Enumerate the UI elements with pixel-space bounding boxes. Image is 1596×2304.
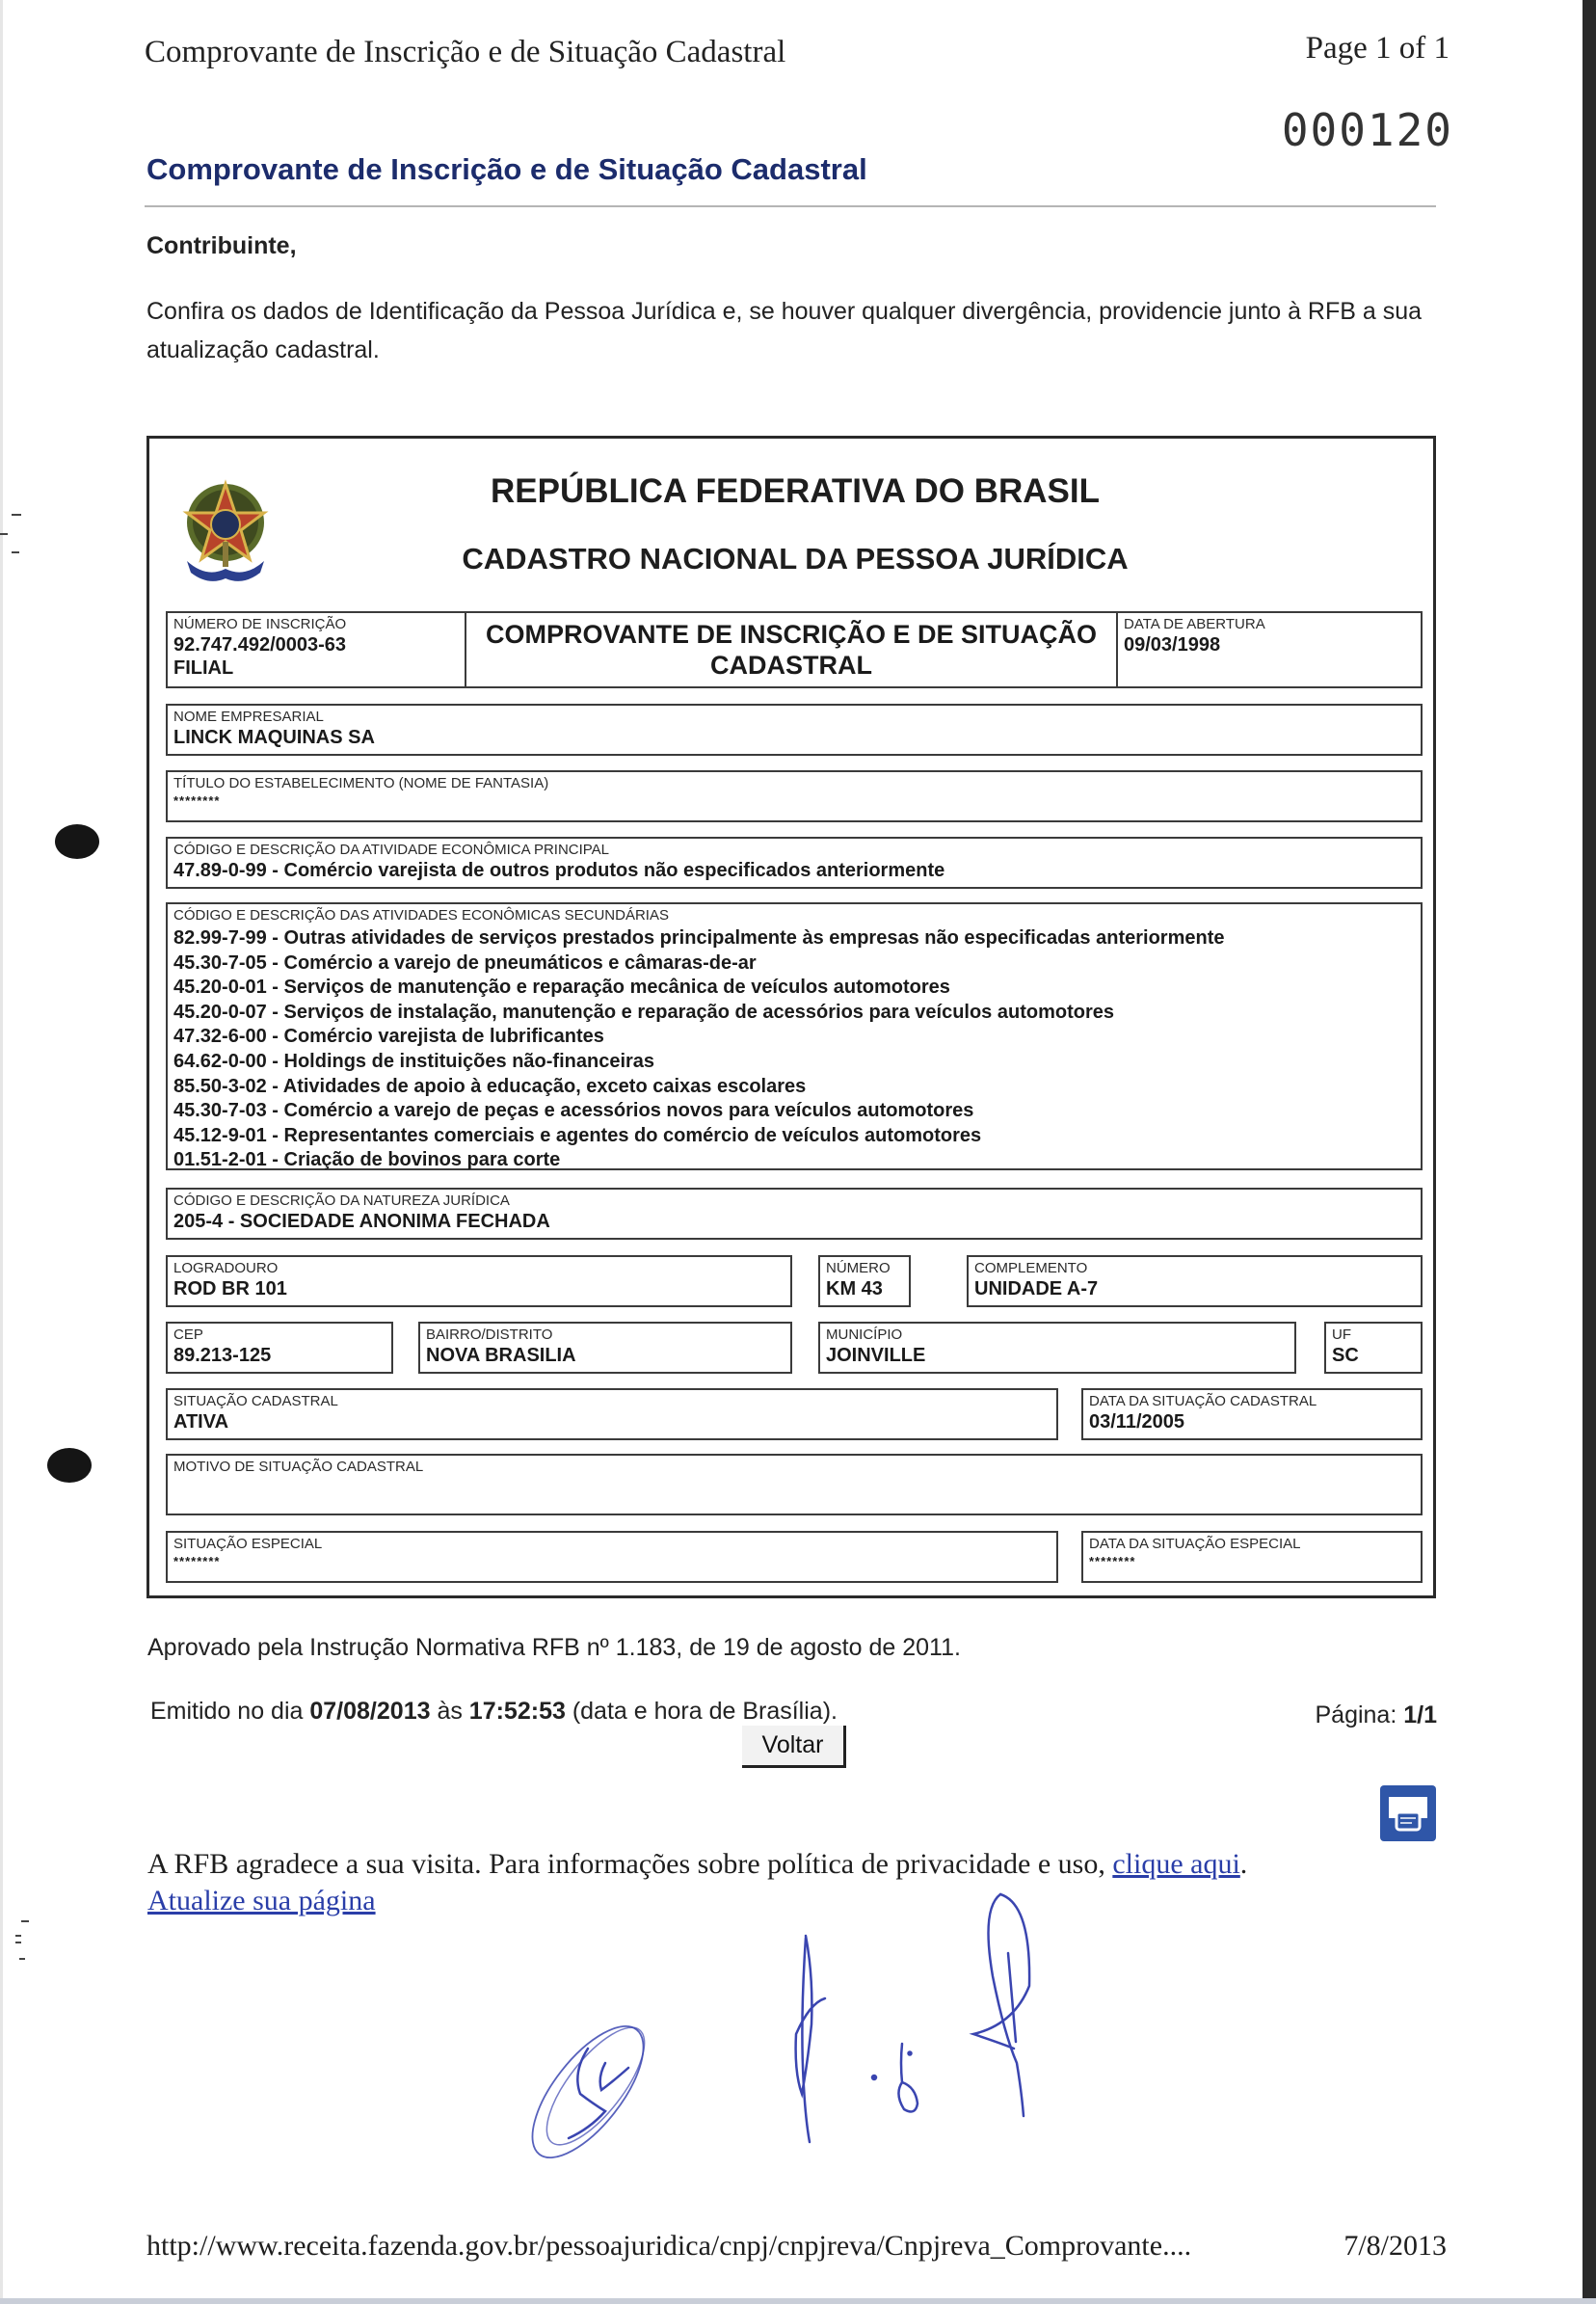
main-activity: 47.89-0-99 - Comércio varejista de outros produtos não especificados anteriormente xyxy=(173,860,945,881)
margin-mark xyxy=(19,1958,25,1960)
company-name-field xyxy=(166,704,1423,756)
complement: UNIDADE A-7 xyxy=(974,1278,1099,1299)
print-footer-url: http://www.receita.fazenda.gov.br/pessoajuridica/cnpj/cnpjreva/Cnpjreva_Comprovante.... xyxy=(146,2230,1192,2262)
scan-edge-right xyxy=(1583,0,1596,2304)
printer-icon[interactable] xyxy=(1380,1785,1436,1841)
intro-text: Confira os dados de Identificação da Pessoa Jurídica e, se houver qualquer divergência, providencie junto à RFB a sua atualização cadastral. xyxy=(146,298,1423,363)
postal-code-field xyxy=(166,1322,393,1374)
status-date-field xyxy=(1081,1388,1423,1440)
list-item: 45.12-9-01 - Representantes comerciais e agentes do comércio de veículos automotores xyxy=(173,1124,982,1146)
greeting: Contribuinte, xyxy=(146,232,297,259)
special-status-field xyxy=(166,1531,1058,1583)
list-item: 82.99-7-99 - Outras atividades de serviços prestados principalmente às empresas não especificadas anteriormente xyxy=(173,927,1225,949)
complement-field xyxy=(967,1255,1423,1307)
registration-status-field xyxy=(166,1388,1058,1440)
special-status: ******** xyxy=(173,1554,221,1568)
field-label: DATA DE ABERTURA xyxy=(1124,616,1265,632)
issued-prefix: Emitido no dia xyxy=(150,1698,310,1725)
street-number: KM 43 xyxy=(826,1278,883,1299)
margin-mark xyxy=(12,551,19,553)
field-label: CEP xyxy=(173,1326,203,1343)
back-button[interactable]: Voltar xyxy=(742,1726,846,1768)
thanks-message: A RFB agradece a sua visita. Para informações sobre política de privacidade e uso, xyxy=(147,1848,1113,1880)
district-field xyxy=(418,1322,792,1374)
list-item: 01.51-2-01 - Criação de bovinos para corte xyxy=(173,1149,561,1171)
list-item: 45.20-0-01 - Serviços de manutenção e reparação mecânica de veículos automotores xyxy=(173,977,950,999)
scan-edge-left xyxy=(0,0,3,2304)
document-title-line2: CADASTRAL xyxy=(710,651,872,680)
margin-mark xyxy=(15,1935,21,1937)
legal-nature-field xyxy=(166,1188,1423,1240)
document-title-field xyxy=(465,611,1118,688)
street-number-field xyxy=(818,1255,911,1307)
list-item: 47.32-6-00 - Comércio varejista de lubrificantes xyxy=(173,1026,604,1048)
district: NOVA BRASILIA xyxy=(426,1345,576,1366)
city-field xyxy=(818,1322,1296,1374)
heading-divider xyxy=(145,205,1436,207)
status-date: 03/11/2005 xyxy=(1089,1411,1184,1433)
republic-title: REPÚBLICA FEDERATIVA DO BRASIL xyxy=(491,472,1100,510)
document-title-line1: COMPROVANTE DE INSCRIÇÃO E DE SITUAÇÃO xyxy=(485,620,1098,649)
margin-mark xyxy=(0,533,8,535)
street: ROD BR 101 xyxy=(173,1278,287,1299)
print-footer-date: 7/8/2013 xyxy=(1343,2230,1447,2262)
special-status-date: ******** xyxy=(1089,1554,1136,1568)
registration-status: ATIVA xyxy=(173,1411,229,1433)
company-name: LINCK MAQUINAS SA xyxy=(173,727,375,748)
status-reason-field xyxy=(166,1454,1423,1515)
privacy-policy-link[interactable]: clique aqui xyxy=(1112,1848,1240,1880)
opening-date-field xyxy=(1116,611,1423,688)
field-label: COMPLEMENTO xyxy=(974,1260,1088,1276)
registry-title: CADASTRO NACIONAL DA PESSOA JURÍDICA xyxy=(462,542,1129,576)
city: JOINVILLE xyxy=(826,1345,926,1366)
registration-number-field xyxy=(166,611,466,688)
trade-name: ******** xyxy=(173,793,221,808)
field-label: NOME EMPRESARIAL xyxy=(173,709,324,725)
legal-nature: 205-4 - SOCIEDADE ANONIMA FECHADA xyxy=(173,1211,550,1232)
list-item: 45.20-0-07 - Serviços de instalação, manutenção e reparação de acessórios para veículos automotores xyxy=(173,1001,1114,1023)
list-item: 85.50-3-02 - Atividades de apoio à educação, exceto caixas escolares xyxy=(173,1075,807,1097)
special-status-date-field xyxy=(1081,1531,1423,1583)
refresh-line xyxy=(147,1885,376,1917)
scan-edge-bottom xyxy=(0,2298,1596,2304)
field-label: MOTIVO DE SITUAÇÃO CADASTRAL xyxy=(173,1459,424,1475)
secondary-activities-field xyxy=(166,902,1423,1170)
issued-date: 07/08/2013 xyxy=(309,1698,431,1725)
field-label: SITUAÇÃO ESPECIAL xyxy=(173,1536,323,1552)
thanks-end: . xyxy=(1239,1848,1248,1880)
street-field xyxy=(166,1255,792,1307)
field-label: UF xyxy=(1332,1326,1351,1343)
thanks-text xyxy=(147,1848,1247,1881)
field-label: SITUAÇÃO CADASTRAL xyxy=(173,1393,338,1409)
punch-hole-top xyxy=(55,824,99,859)
field-label: DATA DA SITUAÇÃO CADASTRAL xyxy=(1089,1393,1317,1409)
print-header-title: Comprovante de Inscrição e de Situação Cadastral xyxy=(145,35,786,69)
list-item: 45.30-7-03 - Comércio a varejo de peças e acessórios novos para veículos automotores xyxy=(173,1100,974,1122)
trade-name-field xyxy=(166,770,1423,822)
page-title: Comprovante de Inscrição e de Situação Cadastral xyxy=(146,152,867,186)
field-label: NÚMERO DE INSCRIÇÃO xyxy=(173,616,347,632)
issued-timestamp xyxy=(150,1698,838,1726)
punch-hole-bottom xyxy=(47,1448,92,1483)
page-value: 1/1 xyxy=(1403,1701,1437,1728)
registration-number: 92.747.492/0003-63 xyxy=(173,634,347,656)
margin-mark xyxy=(21,1920,29,1922)
page-label: Página: xyxy=(1315,1701,1404,1728)
opening-date: 09/03/1998 xyxy=(1124,634,1221,656)
field-label: TÍTULO DO ESTABELECIMENTO (NOME DE FANTASIA) xyxy=(173,775,549,791)
refresh-page-link[interactable]: Atualize sua página xyxy=(147,1885,376,1916)
margin-mark xyxy=(15,1942,21,1943)
list-item: 45.30-7-05 - Comércio a varejo de pneumáticos e câmaras-de-ar xyxy=(173,951,757,974)
issued-suffix: (data e hora de Brasília). xyxy=(565,1698,838,1725)
margin-mark xyxy=(12,514,21,516)
stamped-page-number: 000120 xyxy=(1281,104,1453,156)
state-field xyxy=(1324,1322,1423,1374)
issued-time: 17:52:53 xyxy=(468,1698,566,1725)
postal-code: 89.213-125 xyxy=(173,1345,272,1366)
main-activity-field xyxy=(166,837,1423,889)
field-label: CÓDIGO E DESCRIÇÃO DAS ATIVIDADES ECONÔMICAS SECUNDÁRIAS xyxy=(173,907,669,924)
establishment-type: FILIAL xyxy=(173,657,234,679)
handwritten-signatures xyxy=(520,1880,1484,2179)
field-label: MUNICÍPIO xyxy=(826,1326,903,1343)
field-label: LOGRADOURO xyxy=(173,1260,279,1276)
state: SC xyxy=(1332,1345,1359,1366)
field-label: CÓDIGO E DESCRIÇÃO DA ATIVIDADE ECONÔMICA PRINCIPAL xyxy=(173,842,610,858)
page-indicator xyxy=(1315,1701,1437,1729)
field-label: DATA DA SITUAÇÃO ESPECIAL xyxy=(1089,1536,1301,1552)
print-header-page: Page 1 of 1 xyxy=(1305,31,1450,66)
field-label: BAIRRO/DISTRITO xyxy=(426,1326,553,1343)
list-item: 64.62-0-00 - Holdings de instituições não-financeiras xyxy=(173,1050,655,1072)
field-label: NÚMERO xyxy=(826,1260,891,1276)
issued-mid: às xyxy=(430,1698,469,1725)
secondary-activities-list xyxy=(173,926,1415,1173)
field-label: CÓDIGO E DESCRIÇÃO DA NATUREZA JURÍDICA xyxy=(173,1192,510,1209)
approval-note: Aprovado pela Instrução Normativa RFB nº 1.183, de 19 de agosto de 2011. xyxy=(147,1634,961,1661)
